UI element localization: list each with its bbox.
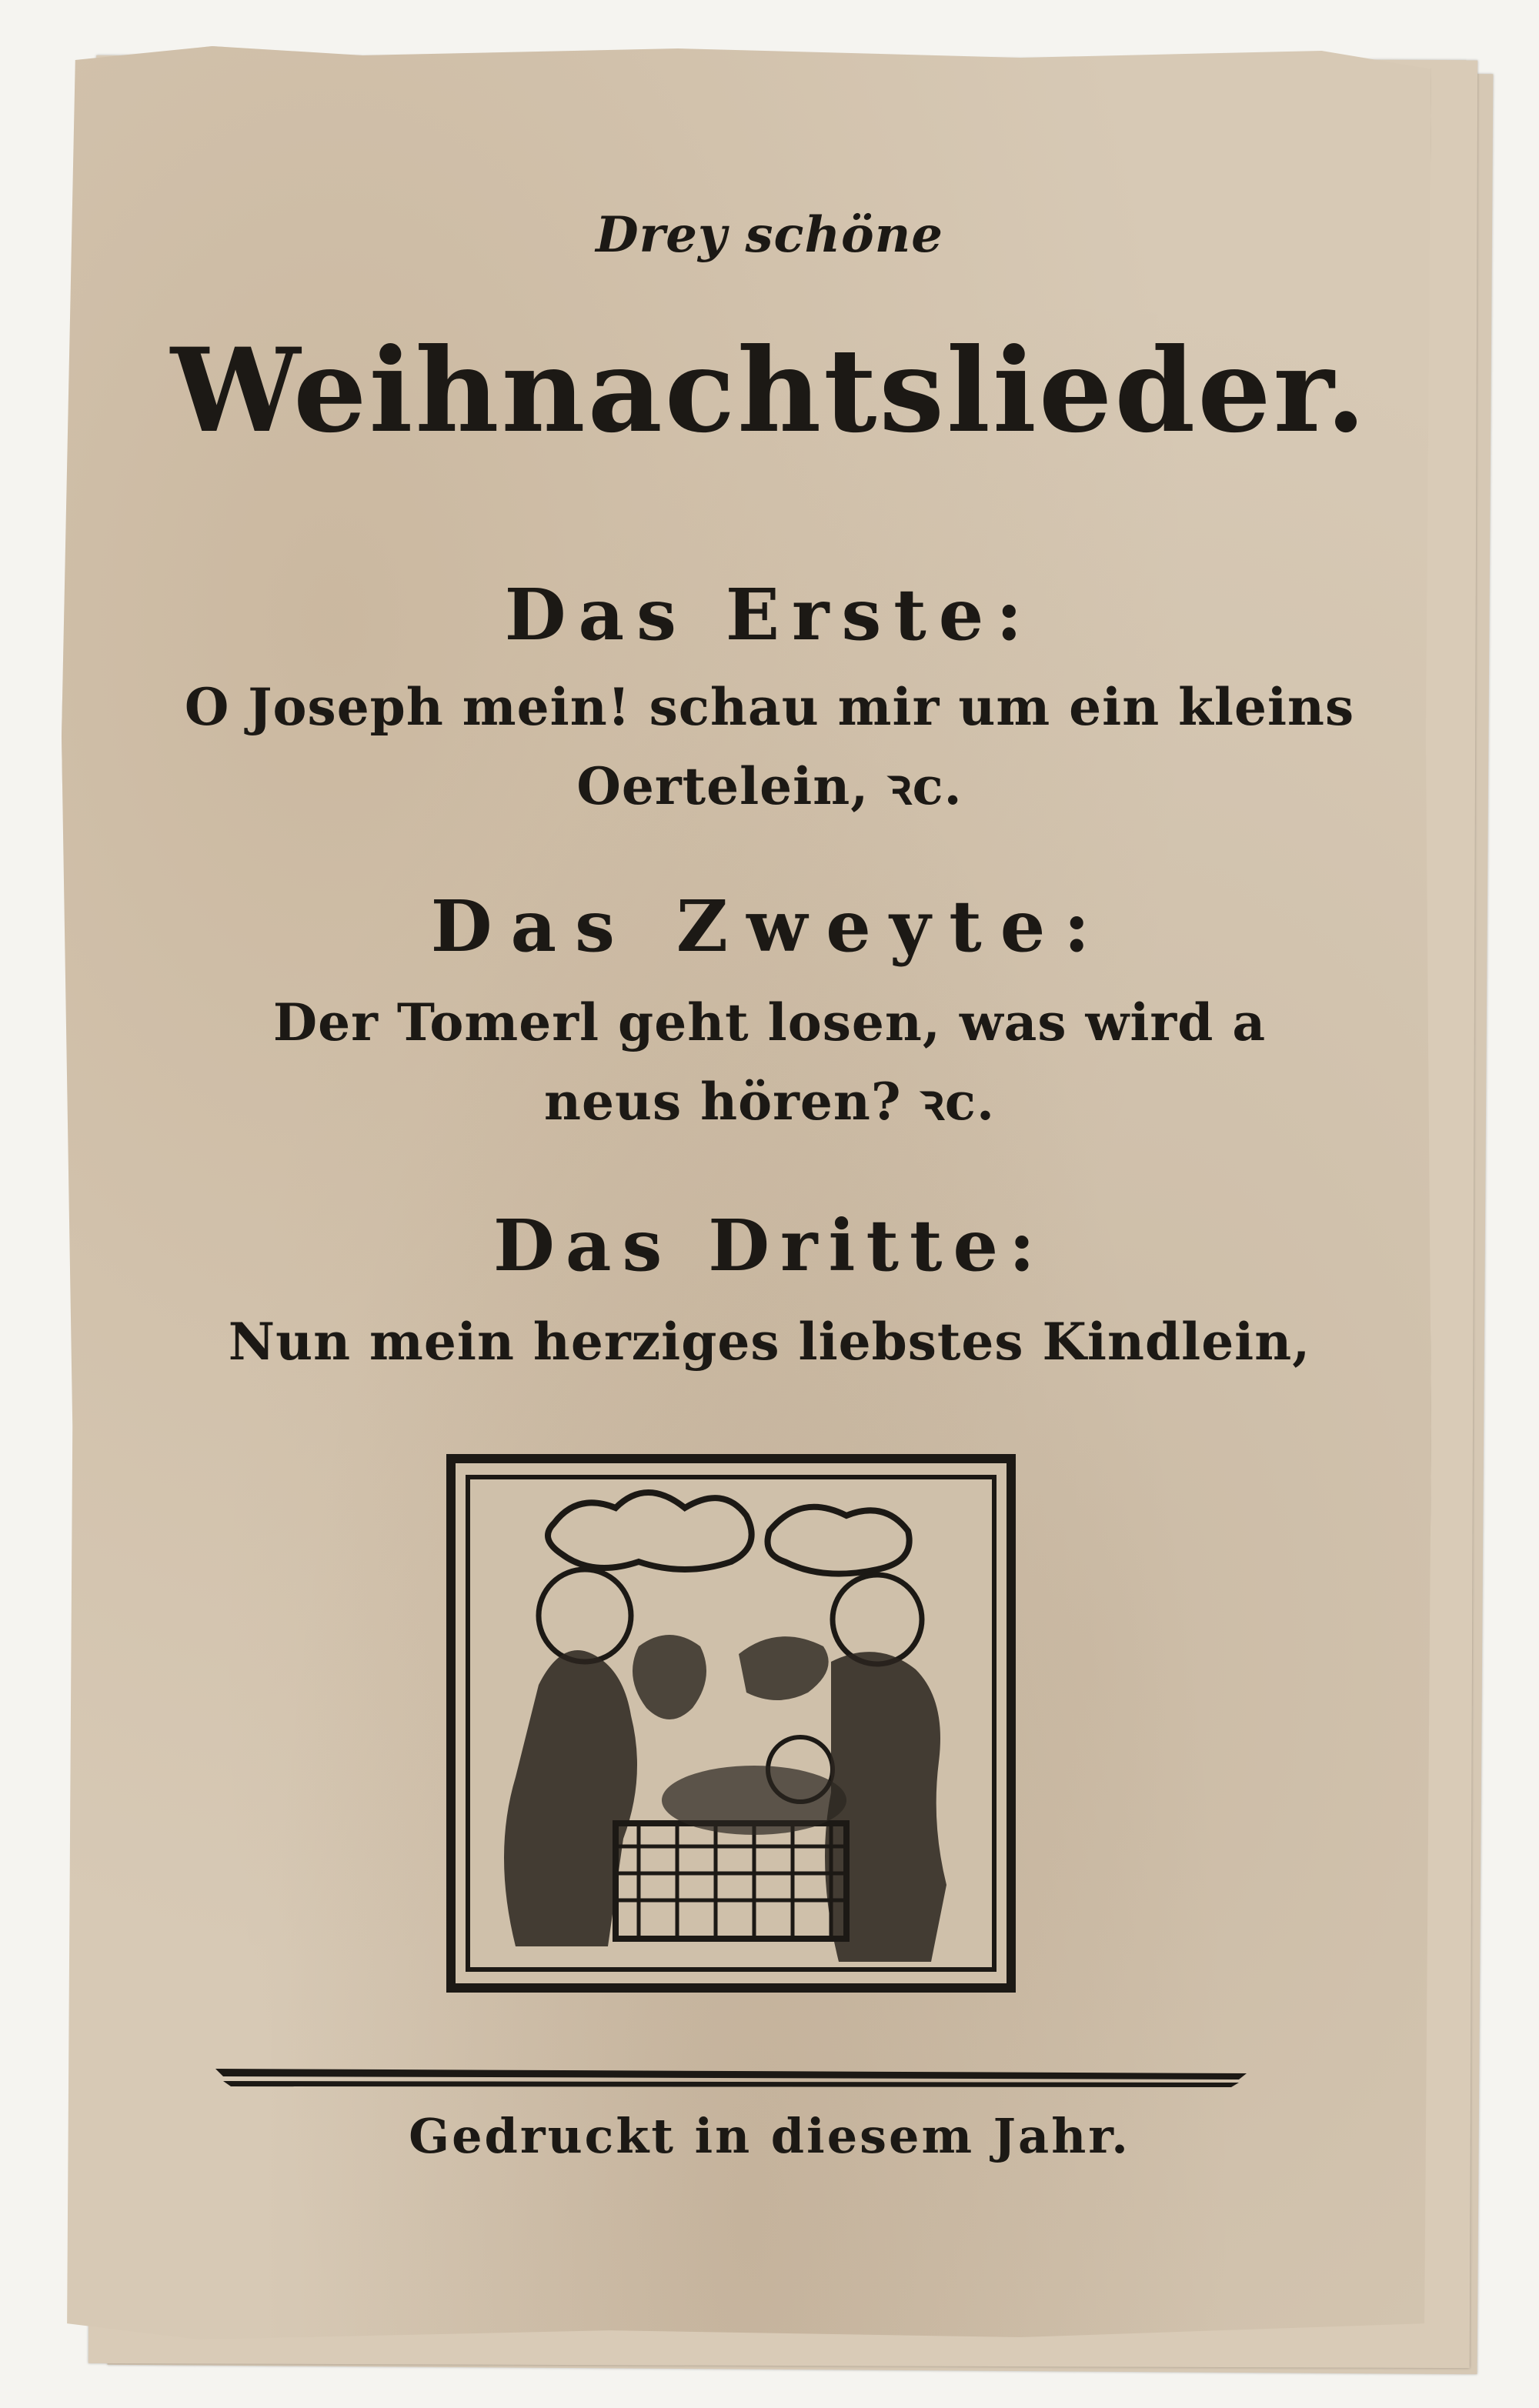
divider-rule	[215, 2066, 1247, 2089]
song-2-line-2: neus hören? ꝛc.	[544, 1072, 995, 1132]
song-heading-2: Das Zweyte:	[430, 885, 1109, 968]
imprint-text: Gedruckt in diesem Jahr.	[409, 2108, 1130, 2164]
song-heading-1: Das Erste:	[504, 573, 1035, 656]
nativity-woodcut-image	[446, 1454, 1016, 1993]
page-title: Weihnachtslieder.	[170, 323, 1369, 459]
song-3-line-1: Nun mein herziges liebstes Kindlein,	[228, 1312, 1311, 1372]
title-small: Drey schöne	[596, 206, 943, 264]
song-heading-3: Das Dritte:	[493, 1204, 1046, 1287]
song-2-line-1: Der Tomerl geht losen, was wird a	[272, 992, 1267, 1052]
song-1-line-2: Oertelein, ꝛc.	[576, 756, 963, 816]
song-1-line-1: O Joseph mein! schau mir um ein kleins	[184, 677, 1355, 737]
